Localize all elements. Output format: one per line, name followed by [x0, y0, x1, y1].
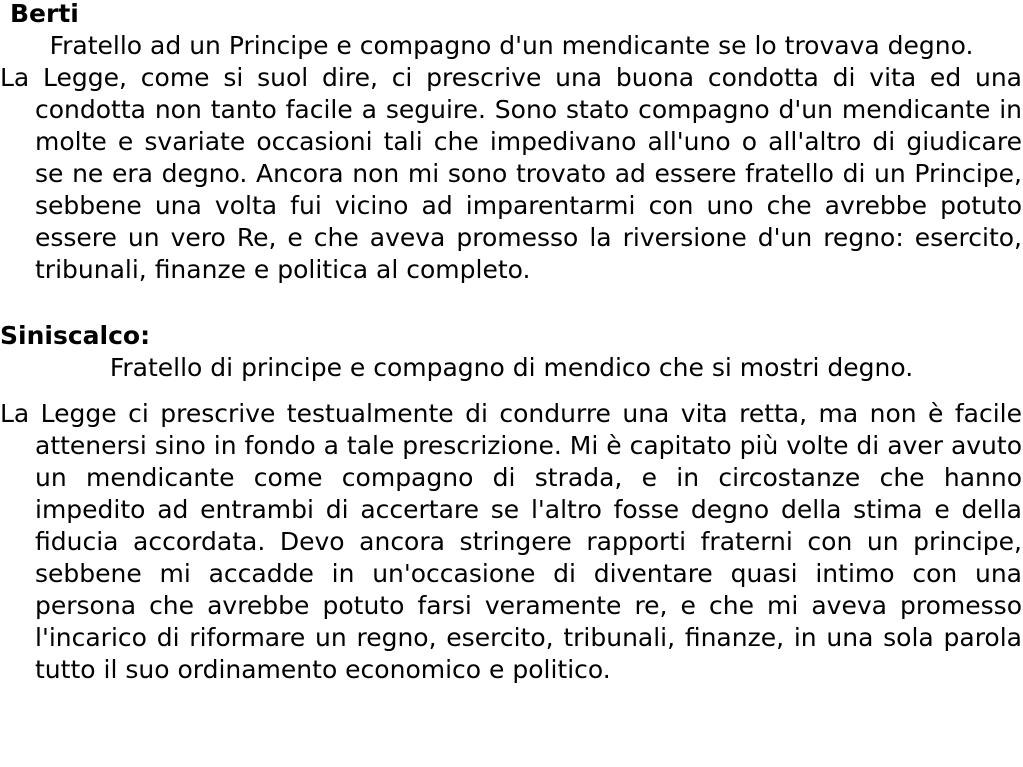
section-berti	[0, 0, 1023, 286]
verse-line: Fratello di principe e compagno di mendico che si mostri degno.	[109, 353, 914, 382]
commentary-paragraph: La Legge, come si suol dire, ci prescrive una buona condotta di vita ed una condotta non tanto facile a seguire. Sono stato compagno d'un mendicante in molte e svariate occasioni tali che impedivano all'uno o all'altro di giudicare se ne era degno. Ancora non mi sono trovato ad essere fratello di un Principe, sebbene una volta fui vicino ad imparentarmi con uno che avrebbe potuto essere un vero Re, e che aveva promesso la riversione d'un regno: esercito, tribunali, finanze e politica al completo.	[0, 63, 1022, 284]
commentary-paragraph: La Legge ci prescrive testualmente di condurre una vita retta, ma non è facile attenersi sino in fondo a tale prescrizione. Mi è capitato più volte di aver avuto un mendicante come compagno di strada, e in circostanze che hanno impedito ad entrambi di accertare se l'altro fosse degno della stima e della fiducia accordata. Devo ancora stringere rapporti fraterni con un principe, sebbene mi accadde in un'occasione di diventare quasi intimo con una persona che avrebbe potuto farsi veramente re, e che mi aveva promesso l'incarico di riformare un regno, esercito, tribunali, finanze, in una sola parola tutto il suo ordinamento economico e politico.	[0, 399, 1022, 684]
speaker-name: Siniscalco:	[0, 321, 151, 350]
section-siniscalco	[0, 320, 1023, 686]
verse-line: Fratello ad un Principe e compagno d'un mendicante se lo trovava degno.	[49, 31, 974, 60]
speaker-name: Berti	[10, 0, 79, 28]
